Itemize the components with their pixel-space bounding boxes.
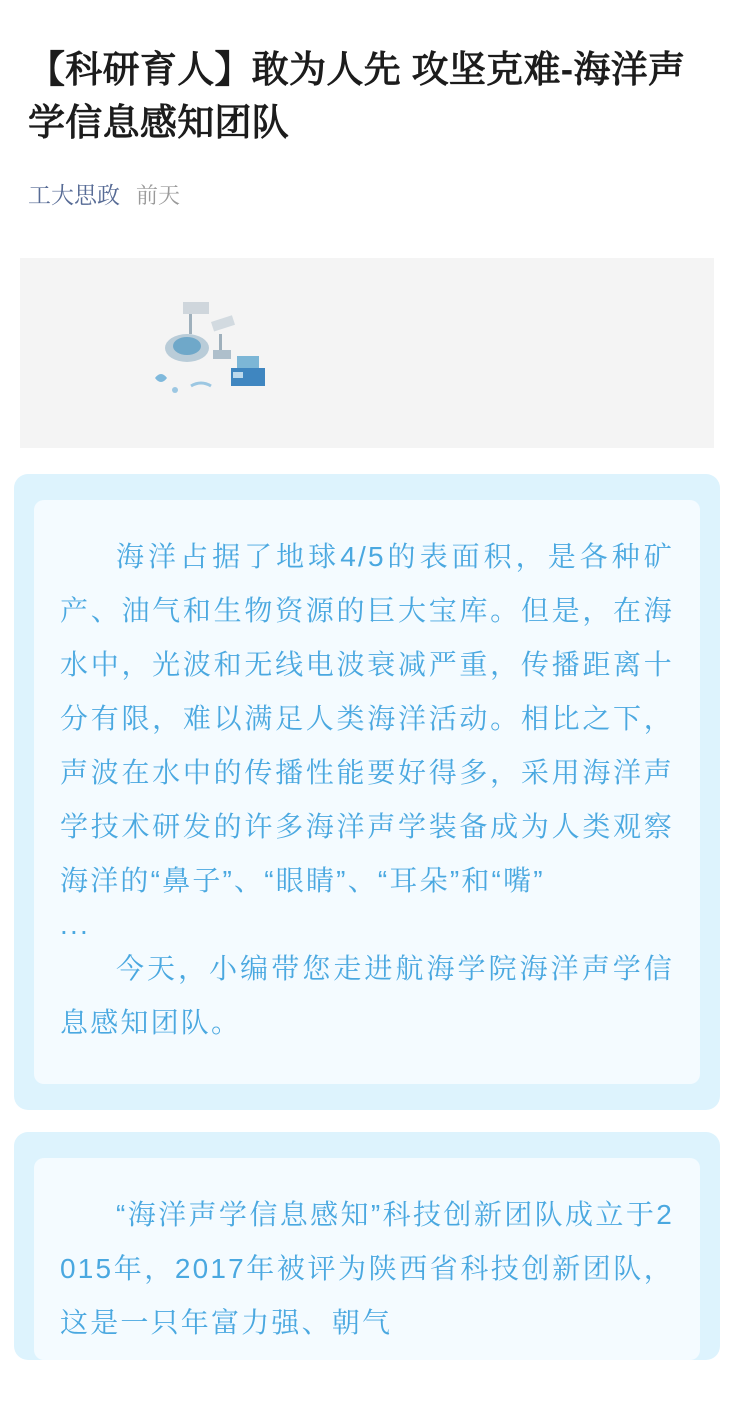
hero-image[interactable] [20,258,714,448]
quote-card-1-inner [34,500,700,1084]
publish-time: 前天 [136,183,181,209]
account-name-link[interactable]: 工大思政 [28,182,120,209]
quote-paragraph: “海洋声学信息感知”科技创新团队成立于2015年，2017年被评为陕西省科技创新团队，这是一只年富力强、朝气 [60,1198,674,1338]
quote-paragraph: 海洋占据了地球4/5的表面积，是各种矿产、油气和生物资源的巨大宝库。但是，在海水中，光波和无线电波衰减严重，传播距离十分有限，难以满足人类海洋活动。相比之下，声波在水中的传播性能要好得多，采用海洋声学技术研发的许多海洋声学装备成为人类观察海洋的“鼻子”、“眼睛”、“耳朵”和“嘴” [60,541,674,897]
quote-card-2 [14,1132,720,1360]
article-header [0,0,734,210]
article-meta [28,177,706,210]
quote-ellipsis: ... [60,909,90,941]
page-title: 【科研育人】敢为人先 攻坚克难-海洋声学信息感知团队 [28,49,686,143]
ocean-acoustics-illustration-icon [145,300,290,405]
quote-card-1 [14,474,720,1110]
quote-card-2-inner [34,1158,700,1360]
quote-paragraph: 今天，小编带您走进航海学院海洋声学信息感知团队。 [60,952,674,1038]
